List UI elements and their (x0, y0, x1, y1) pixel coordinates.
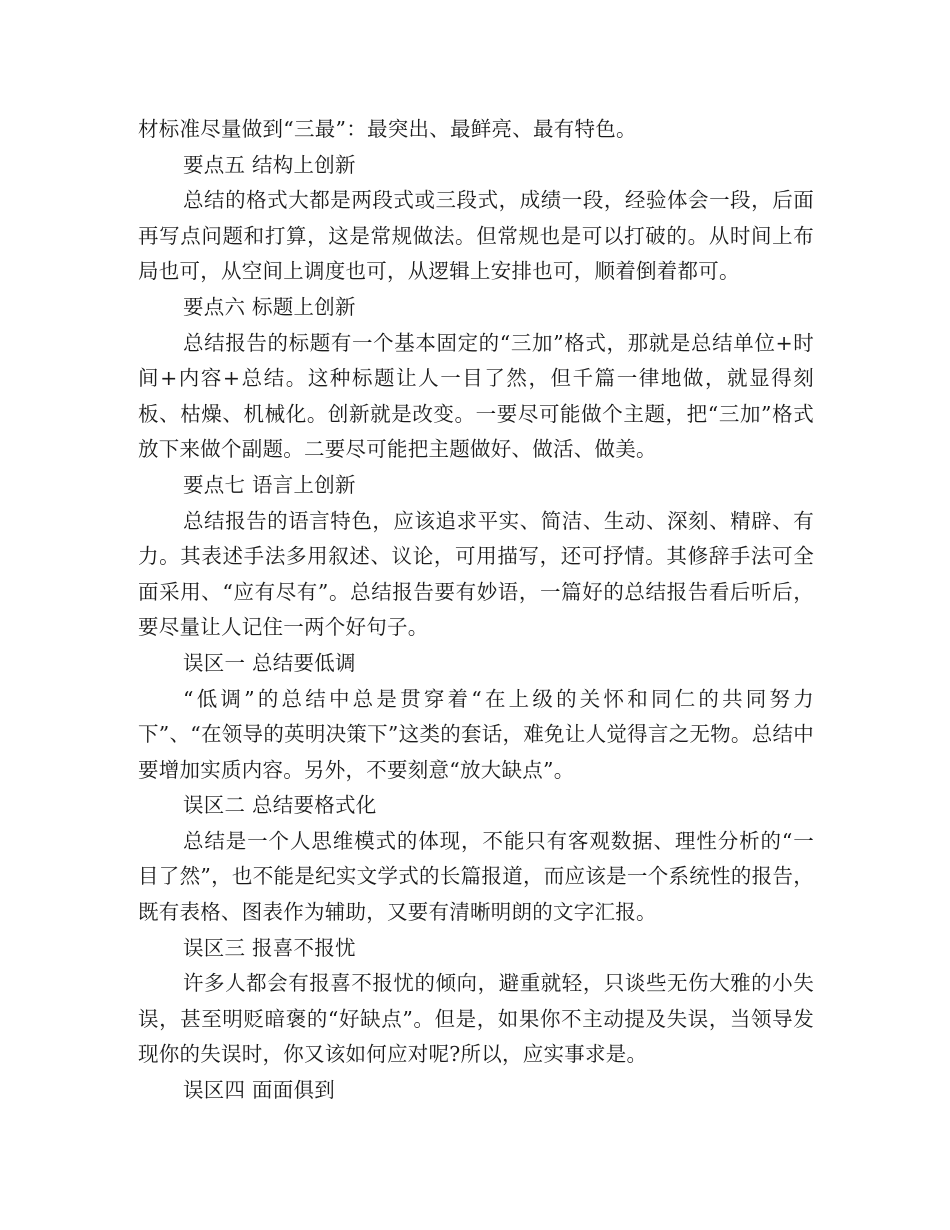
paragraph-title-innovation: 总结报告的标题有一个基本固定的“三加”格式，那就是总结单位+时间+内容+总结。这种标题让人一目了然，但千篇一律地做，就显得刻板、枯燥、机械化。创新就是改变。一要尽可能做个主题，把“三加”格式放下来做个副题。二要尽可能把主题做好、做活、做美。 (138, 330, 814, 462)
section-heading-pitfall-3: 误区三 报喜不报忧 (183, 935, 356, 960)
paragraph-low-key: “低调”的总结中总是贯穿着“在上级的关怀和同仁的共同努力下”、“在领导的英明决策下”这类的套话，难免让人觉得言之无物。总结中要增加实质内容。另外，不要刻意“放大缺点”。 (138, 686, 814, 782)
paragraph-language-innovation: 总结报告的语言特色，应该追求平实、简洁、生动、深刻、精辟、有力。其表述手法多用叙述、议论，可用描写，还可抒情。其修辞手法可全面采用、“应有尽有”。总结报告要有妙语，一篇好的总结报告看后听后，要尽量让人记住一两个好句子。 (138, 508, 814, 640)
continuation-paragraph: 材标准尽量做到“三最”：最突出、最鲜亮、最有特色。 (138, 117, 637, 141)
paragraph-good-news-only: 许多人都会有报喜不报忧的倾向，避重就轻，只谈些无伤大雅的小失误，甚至明贬暗褒的“好缺点”。但是，如果你不主动提及失误，当领导发现你的失误时，你又该如何应对呢?所以，应实事求是。 (138, 971, 814, 1067)
section-heading-point-7: 要点七 语言上创新 (183, 472, 356, 497)
document-body (138, 112, 814, 1109)
paragraph-structure-innovation: 总结的格式大都是两段式或三段式，成绩一段，经验体会一段，后面再写点问题和打算，这是常规做法。但常规也是可以打破的。从时间上布局也可，从空间上调度也可，从逻辑上安排也可，顺着倒着都可。 (138, 188, 814, 284)
paragraph-formatting: 总结是一个人思维模式的体现，不能只有客观数据、理性分析的“一目了然”，也不能是纪实文学式的长篇报道，而应该是一个系统性的报告，既有表格、图表作为辅助，又要有清晰明朗的文字汇报。 (138, 828, 814, 925)
section-heading-pitfall-1: 误区一 总结要低调 (183, 650, 356, 675)
section-heading-pitfall-4: 误区四 面面俱到 (183, 1078, 336, 1103)
section-heading-point-6: 要点六 标题上创新 (183, 294, 356, 319)
section-heading-pitfall-2: 误区二 总结要格式化 (183, 793, 377, 818)
section-heading-point-5: 要点五 结构上创新 (183, 152, 356, 177)
